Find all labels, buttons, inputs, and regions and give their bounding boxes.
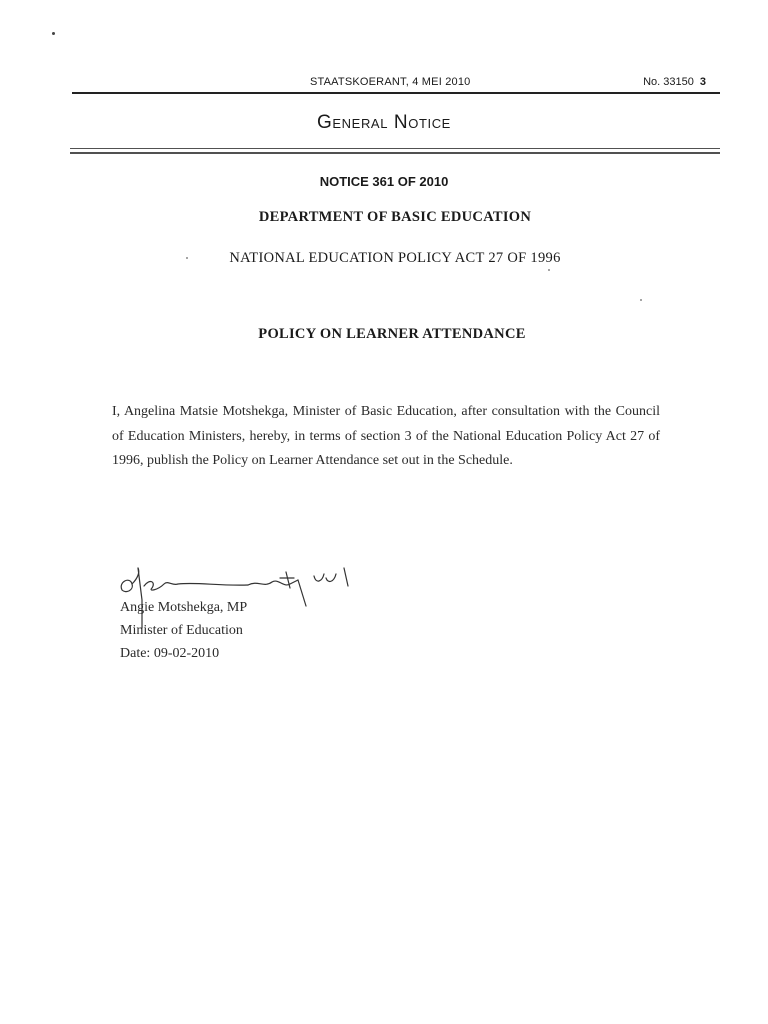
signatory-title: Minister of Education: [120, 623, 243, 638]
signatory-block: [120, 596, 247, 665]
page-number: 3: [699, 76, 706, 88]
policy-title: POLICY ON LEARNER ATTENDANCE: [258, 326, 526, 342]
body-paragraph: I, Angelina Matsie Motshekga, Minister of Basic Education, after consultation with the Council of Education Ministers, hereby, in terms of section 3 of the National Education Policy Act 27 of 1996, publish the Policy on Learner Attendance set out in the Schedule.: [112, 404, 660, 468]
notice-heading: General Notice: [317, 112, 451, 133]
header-rule: [72, 92, 720, 94]
scan-speck: [640, 299, 642, 301]
gazette-date: STAATSKOERANT, 4 MEI 2010: [310, 76, 471, 88]
issue-info: [643, 76, 706, 88]
notice-number: NOTICE 361 OF 2010: [319, 174, 449, 189]
heading-double-rule: [70, 148, 720, 154]
scan-speck: [52, 32, 55, 35]
scan-speck: [548, 269, 550, 271]
issue-number: No. 33150: [643, 76, 694, 88]
signatory-name: Angie Motshekga, MP: [120, 600, 248, 615]
signature-date: Date: 09-02-2010: [120, 646, 220, 661]
act-title: NATIONAL EDUCATION POLICY ACT 27 OF 1996: [229, 250, 561, 266]
department-title: DEPARTMENT OF BASIC EDUCATION: [258, 209, 532, 225]
